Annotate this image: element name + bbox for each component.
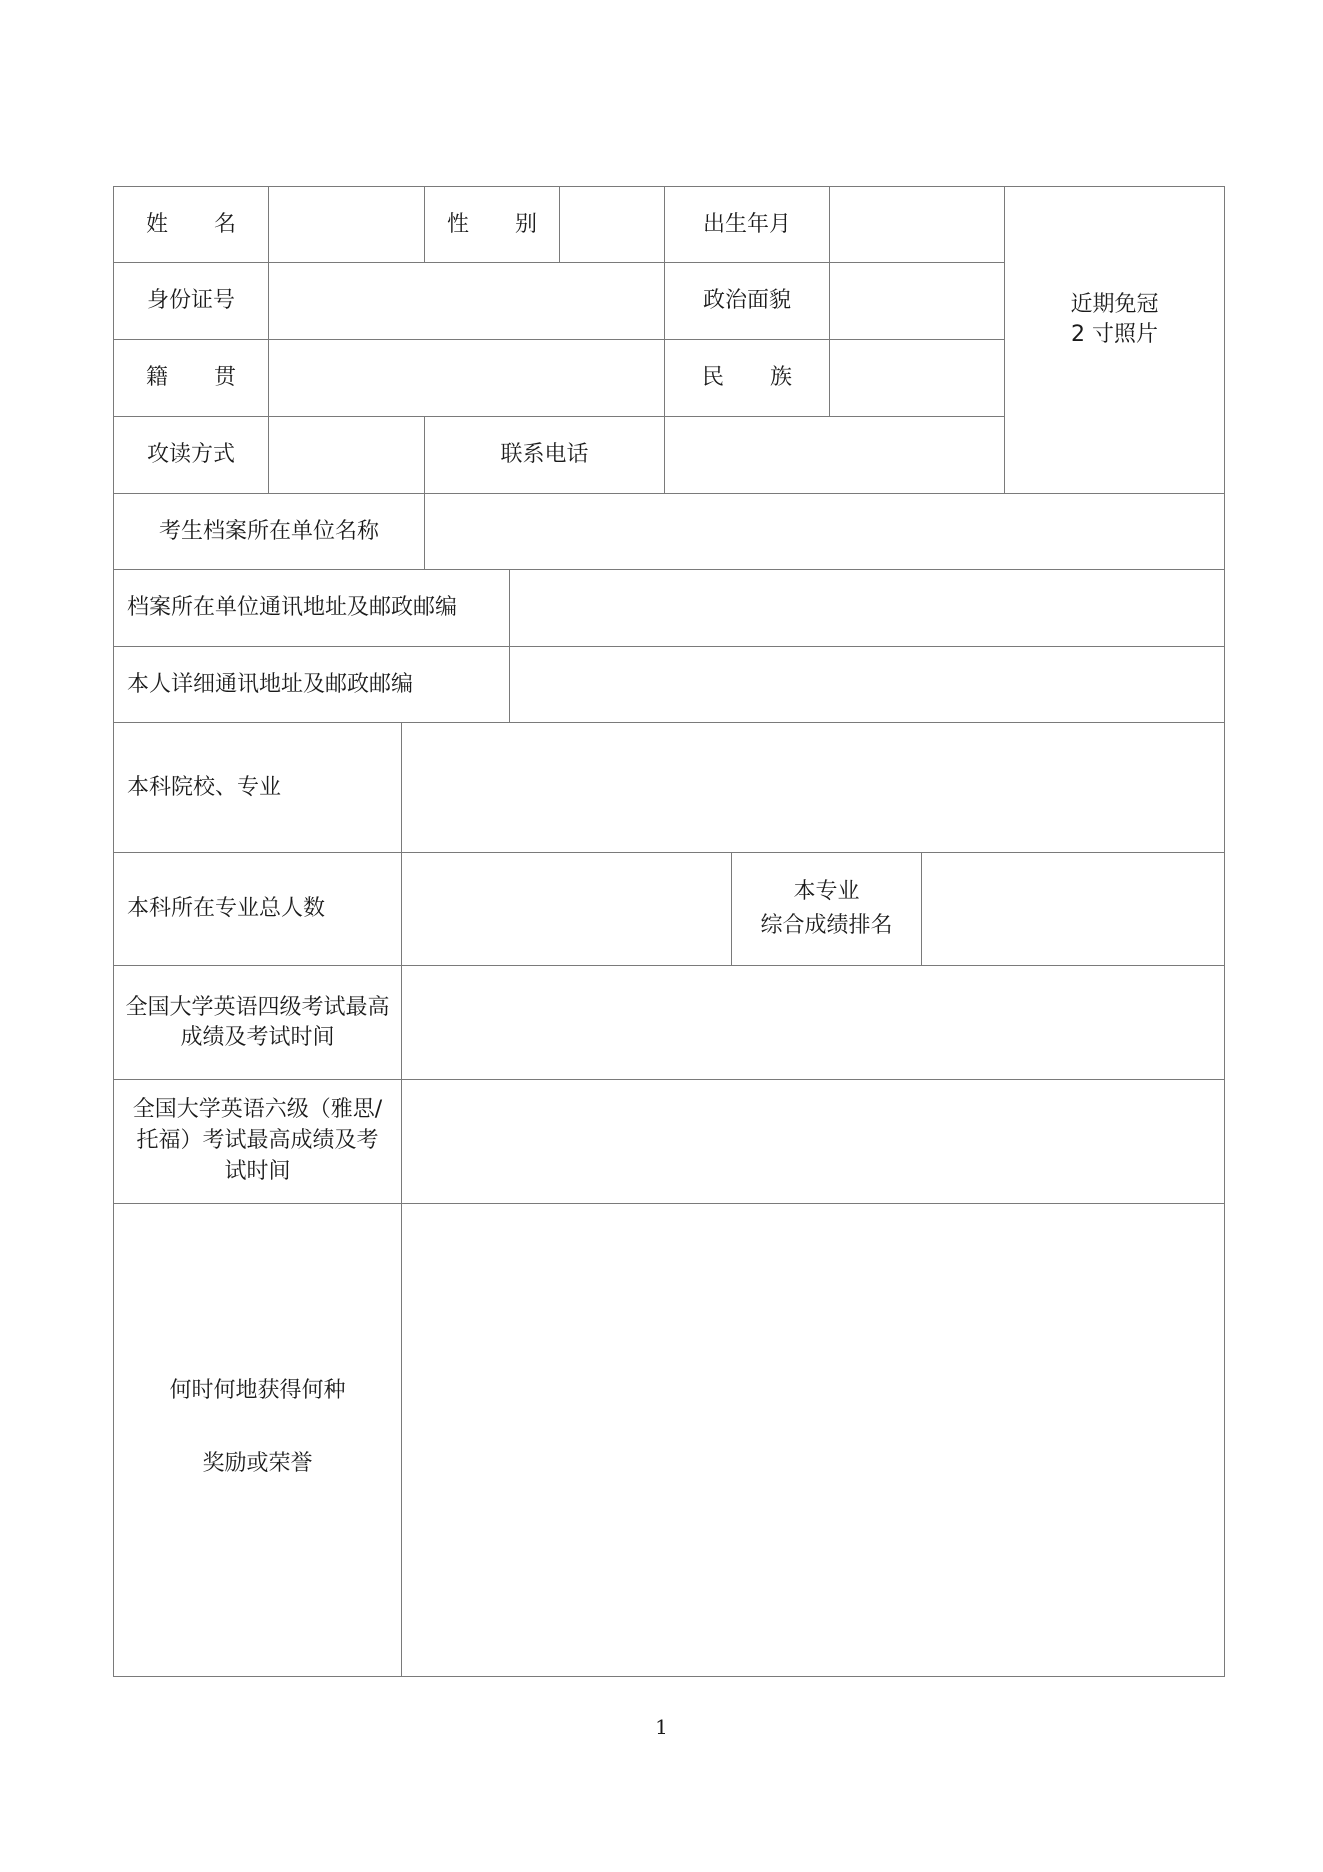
ranking-value-field[interactable]: [921, 852, 1225, 966]
photo-label-line1: 近期免冠: [1070, 292, 1159, 318]
study-mode-label-cell: [113, 416, 269, 494]
personal-address-label-cell: [113, 646, 510, 723]
archive-unit-value-field[interactable]: [424, 493, 1225, 570]
birth-value-field[interactable]: [829, 186, 1005, 263]
archive-address-label: 档案所在单位通讯地址及邮政邮编: [127, 595, 458, 621]
id-label-cell: [113, 262, 269, 340]
phone-label-cell: [424, 416, 665, 494]
birth-label: 出生年月: [702, 211, 791, 237]
undergrad-label: 本科院校、专业: [127, 774, 282, 800]
awards-label-line1: 何时何地获得何种: [169, 1378, 346, 1404]
gender-label-char-1: 性: [447, 211, 470, 237]
awards-label-line2: 奖励或荣誉: [202, 1451, 313, 1476]
photo-label-line2: 2 寸照片: [1070, 322, 1158, 347]
cet6-label-cell: [113, 1079, 402, 1204]
study-mode-label: 攻读方式: [146, 442, 235, 468]
major-total-label: 本科所在专业总人数: [127, 896, 326, 922]
political-value-field[interactable]: [829, 262, 1005, 340]
archive-address-value-field[interactable]: [509, 569, 1225, 647]
birth-label-cell: [664, 186, 830, 263]
name-label-char-2: 名: [213, 211, 236, 237]
cet6-label-line1: 全国大学英语六级（雅思/: [132, 1097, 383, 1123]
cet4-label-line1: 全国大学英语四级考试最高: [125, 994, 390, 1020]
archive-unit-label: 考生档案所在单位名称: [158, 518, 379, 544]
ethnic-value-field[interactable]: [829, 339, 1005, 417]
id-label: 身份证号: [146, 288, 235, 314]
cet6-label-line2: 托福）考试最高成绩及考: [136, 1128, 379, 1154]
awards-label-cell: [113, 1203, 402, 1677]
archive-address-label-cell: [113, 569, 510, 647]
major-total-value-field[interactable]: [401, 852, 732, 966]
gender-label-cell: [424, 186, 560, 263]
ethnic-label-char-1: 民: [702, 365, 725, 391]
cet4-value-field[interactable]: [401, 965, 1225, 1080]
name-value-field[interactable]: [268, 186, 425, 263]
political-label-cell: [664, 262, 830, 340]
cet4-label-line2: 成绩及考试时间: [180, 1024, 335, 1050]
ethnic-label-char-2: 族: [769, 365, 792, 391]
undergrad-label-cell: [113, 722, 402, 853]
photo-cell[interactable]: [1004, 186, 1225, 494]
native-label-char-2: 贯: [213, 365, 236, 391]
awards-value-field[interactable]: [401, 1203, 1225, 1677]
ethnic-label-cell: [664, 339, 830, 417]
political-label: 政治面貌: [702, 288, 791, 314]
cet4-label-cell: [113, 965, 402, 1080]
major-total-label-cell: [113, 852, 402, 966]
name-label-char-1: 姓: [146, 211, 169, 237]
ranking-label-line1: 本专业: [793, 878, 860, 904]
native-label-cell: [113, 339, 269, 417]
native-value-field[interactable]: [268, 339, 665, 417]
cet6-label-line3: 试时间: [224, 1158, 291, 1184]
personal-address-label: 本人详细通讯地址及邮政邮编: [127, 671, 414, 697]
id-value-field[interactable]: [268, 262, 665, 340]
undergrad-value-field[interactable]: [401, 722, 1225, 853]
gender-label-char-2: 别: [514, 211, 537, 237]
ranking-label-line2: 综合成绩排名: [760, 913, 893, 938]
phone-value-field[interactable]: [664, 416, 1005, 494]
cet6-value-field[interactable]: [401, 1079, 1225, 1204]
native-label-char-1: 籍: [146, 365, 169, 391]
page-number: 1: [655, 1715, 668, 1739]
personal-address-value-field[interactable]: [509, 646, 1225, 723]
name-label-cell: [113, 186, 269, 263]
study-mode-value-field[interactable]: [268, 416, 425, 494]
ranking-label-cell: [731, 852, 922, 966]
phone-label: 联系电话: [500, 442, 589, 468]
gender-value-field[interactable]: [559, 186, 665, 263]
archive-unit-label-cell: [113, 493, 425, 570]
